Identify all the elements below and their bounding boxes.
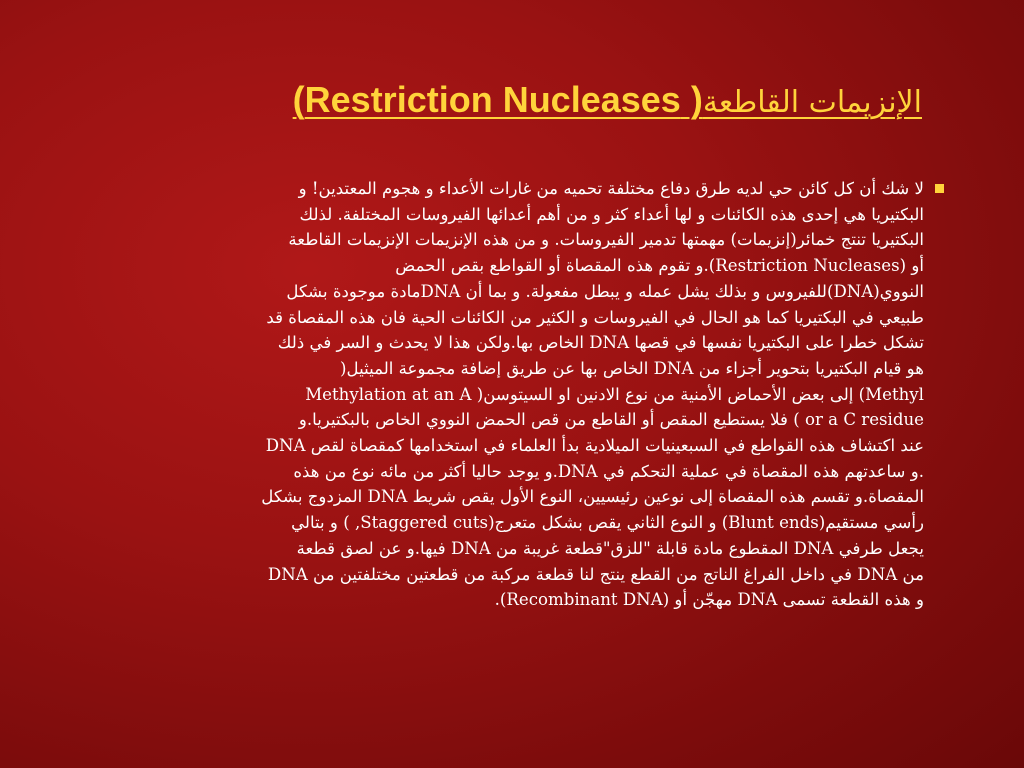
body-line: البكتيريا تنتج خمائر(إنزيمات) مهمتها تدمير الفيروسات. و من هذه الإنزيمات الإنزيمات القاطعة	[288, 230, 924, 250]
body-line: أو (Restriction Nucleases).و تقوم هذه المقصاة أو القواطع بقص الحمض	[395, 256, 924, 276]
body-line: النووي(DNA)للفيروس و بذلك يشل عمله و يبطل مفعولة. و بما أن DNAمادة موجودة بشكل	[286, 281, 924, 301]
slide-body-text	[64, 176, 924, 613]
body-line: لا شك أن كل كائن حي لديه طرق دفاع مختلفة تحميه من غارات الأعداء و هجوم المعتدين! و	[298, 179, 924, 198]
body-line: يجعل طرفي DNA المقطوع مادة قابلة "للزق"قطعة غريبة من DNA فيها.و عن لصق قطعة	[296, 538, 924, 558]
title-arabic: الإنزيمات القاطعة	[702, 85, 922, 120]
body-line: عند اكتشاف هذه القواطع في السبعينيات الميلادية بدأ العلماء في استخدامها كمقصاة لقص DNA	[265, 436, 924, 456]
square-bullet-icon	[935, 184, 944, 193]
body-line: Methyl) إلى بعض الأحماض الأمنية من نوع الادنين او السيتوسن( Methylation at an A	[305, 384, 924, 404]
body-line: و هذه القطعة تسمى DNA مهجّن أو (Recombinant DNA).	[494, 590, 924, 610]
body-line: .و ساعدتهم هذه المقصاة في عملية التحكم في DNA.و يوجد حاليا أكثر من مائه نوع من هذه	[293, 461, 924, 481]
body-line: من DNA في داخل الفراغ الناتج من القطع ينتج لنا قطعة مركبة من قطعتين مختلفتين من DNA	[267, 564, 924, 584]
body-line: البكتيريا هي إحدى هذه الكائنات و لها أعداء كثر و من أهم أعدائها الفيروسات المختلفة. لذلك	[299, 204, 924, 224]
body-line: طبيعي في البكتيريا كما هو الحال في الفيروسات و الكثير من الكائنات الحية فان هذه المقصاة قد	[266, 307, 924, 327]
slide-title	[60, 74, 922, 129]
body-line: تشكل خطرا على البكتيريا نفسها في قصها DNA الخاص بها.ولكن هذا لا يحدث و السر في ذلك	[277, 333, 924, 353]
body-line: or a C residue ) فلا يستطيع المقص أو القاطع من قص الحمض النووي الخاص بالبكتيريا.و	[298, 410, 924, 430]
body-line: هو قيام البكتيريا بتحوير أجزاء من DNA الخاص بها عن طريق إضافة مجموعة الميثيل(	[340, 358, 924, 378]
title-english: ( Restriction Nucleases)	[292, 79, 703, 120]
body-line: رأسي مستقيم(Blunt ends) و النوع الثاني يقص بشكل متعرج(Staggered cuts, ) و بتالي	[291, 513, 924, 533]
body-line: المقصاة.و تقسم هذه المقصاة إلى نوعين رئيسيين، النوع الأول يقص شريط DNA المزدوج بشكل	[261, 487, 924, 507]
